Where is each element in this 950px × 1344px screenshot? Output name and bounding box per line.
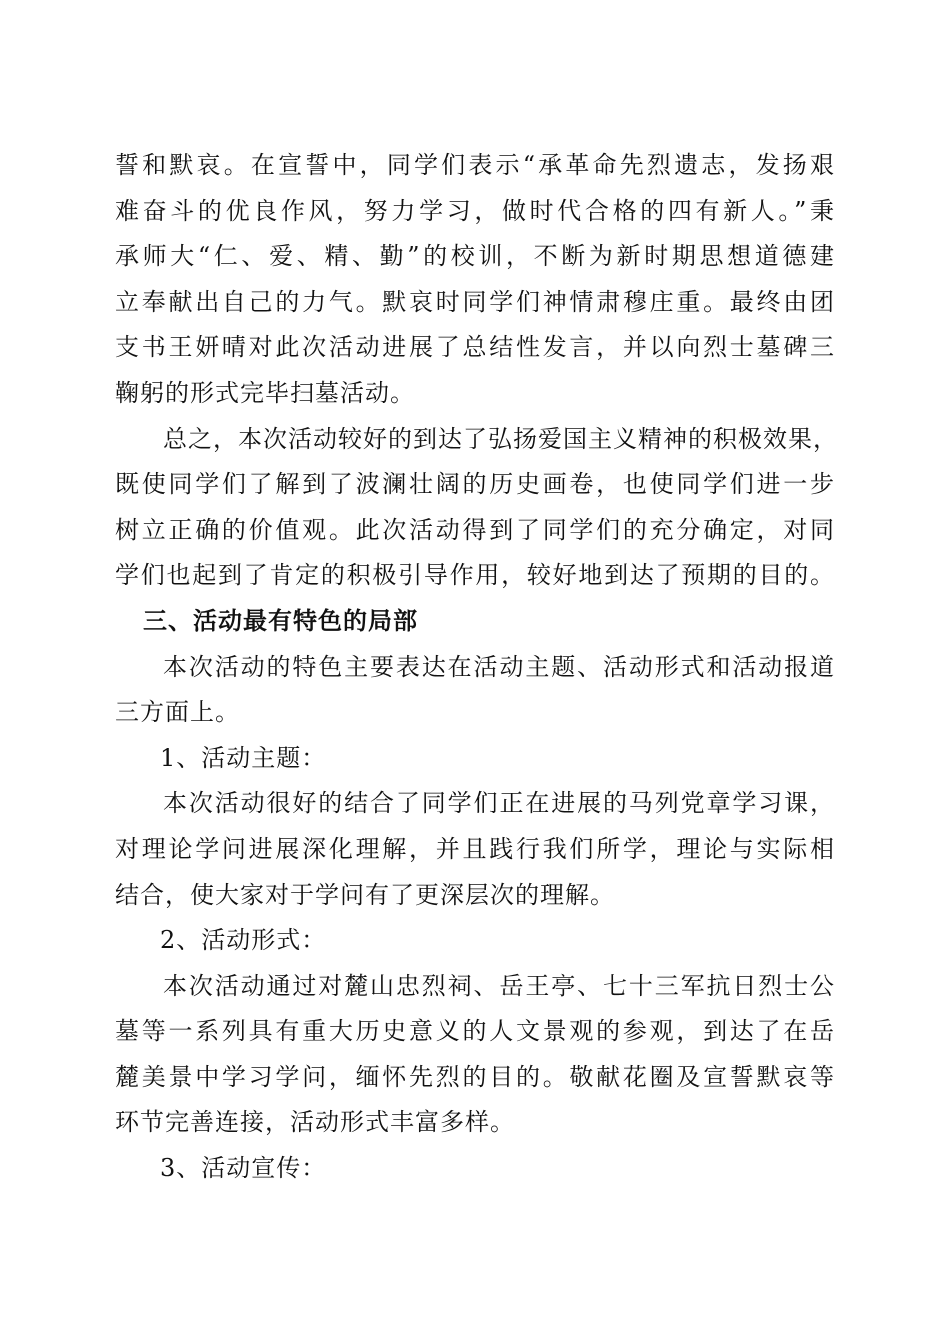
text-line: 结合，使大家对于学问有了更深层次的理解。 <box>115 880 615 909</box>
text-line: 树立正确的价值观。此次活动得到了同学们的充分确定，对同 <box>115 515 835 544</box>
item-label: 3、活动宣传： <box>160 1154 327 1183</box>
text-line: 难奋斗的优良作风，努力学习，做时代合格的四有新人。”秉 <box>115 196 835 225</box>
text-line: 支书王妍晴对此次活动进展了总结性发言，并以向烈士墓碑三 <box>115 333 835 362</box>
item-label: 1、活动主题： <box>160 743 327 772</box>
text-line: 本次活动通过对麓山忠烈祠、岳王亭、七十三军抗日烈士公 <box>163 971 835 1000</box>
text-line: 总之，本次活动较好的到达了弘扬爱国主义精神的积极效果， <box>163 424 838 453</box>
text-line: 对理论学问进展深化理解，并且践行我们所学，理论与实际相 <box>115 834 835 863</box>
text-line: 麓美景中学习学问，缅怀先烈的目的。敬献花圈及宣誓默哀等 <box>115 1062 835 1091</box>
text-line: 誓和默哀。在宣誓中，同学们表示“承革命先烈遗志，发扬艰 <box>115 151 835 179</box>
text-line: 本次活动的特色主要表达在活动主题、活动形式和活动报道 <box>163 652 835 681</box>
document-body <box>115 143 838 1192</box>
text-line: 既使同学们了解到了波澜壮阔的历史画卷，也使同学们进一步 <box>115 470 835 499</box>
text-line: 本次活动很好的结合了同学们正在进展的马列党章学习课， <box>163 789 835 818</box>
text-line: 环节完善连接，活动形式丰富多样。 <box>115 1108 515 1137</box>
text-line: 墓等一系列具有重大历史意义的人文景观的参观，到达了在岳 <box>115 1017 835 1046</box>
section-heading: 三、活动最有特色的局部 <box>143 606 418 635</box>
text-line: 承师大“仁、爱、精、勤”的校训，不断为新时期思想道德建 <box>115 242 835 271</box>
item-label: 2、活动形式： <box>160 926 327 955</box>
text-line: 三方面上。 <box>115 698 240 727</box>
text-line: 立奉献出自己的力气。默哀时同学们神情肃穆庄重。最终由团 <box>115 287 835 316</box>
text-line: 学们也起到了肯定的积极引导作用，较好地到达了预期的目的。 <box>115 561 835 590</box>
text-line: 鞠躬的形式完毕扫墓活动。 <box>115 378 415 407</box>
